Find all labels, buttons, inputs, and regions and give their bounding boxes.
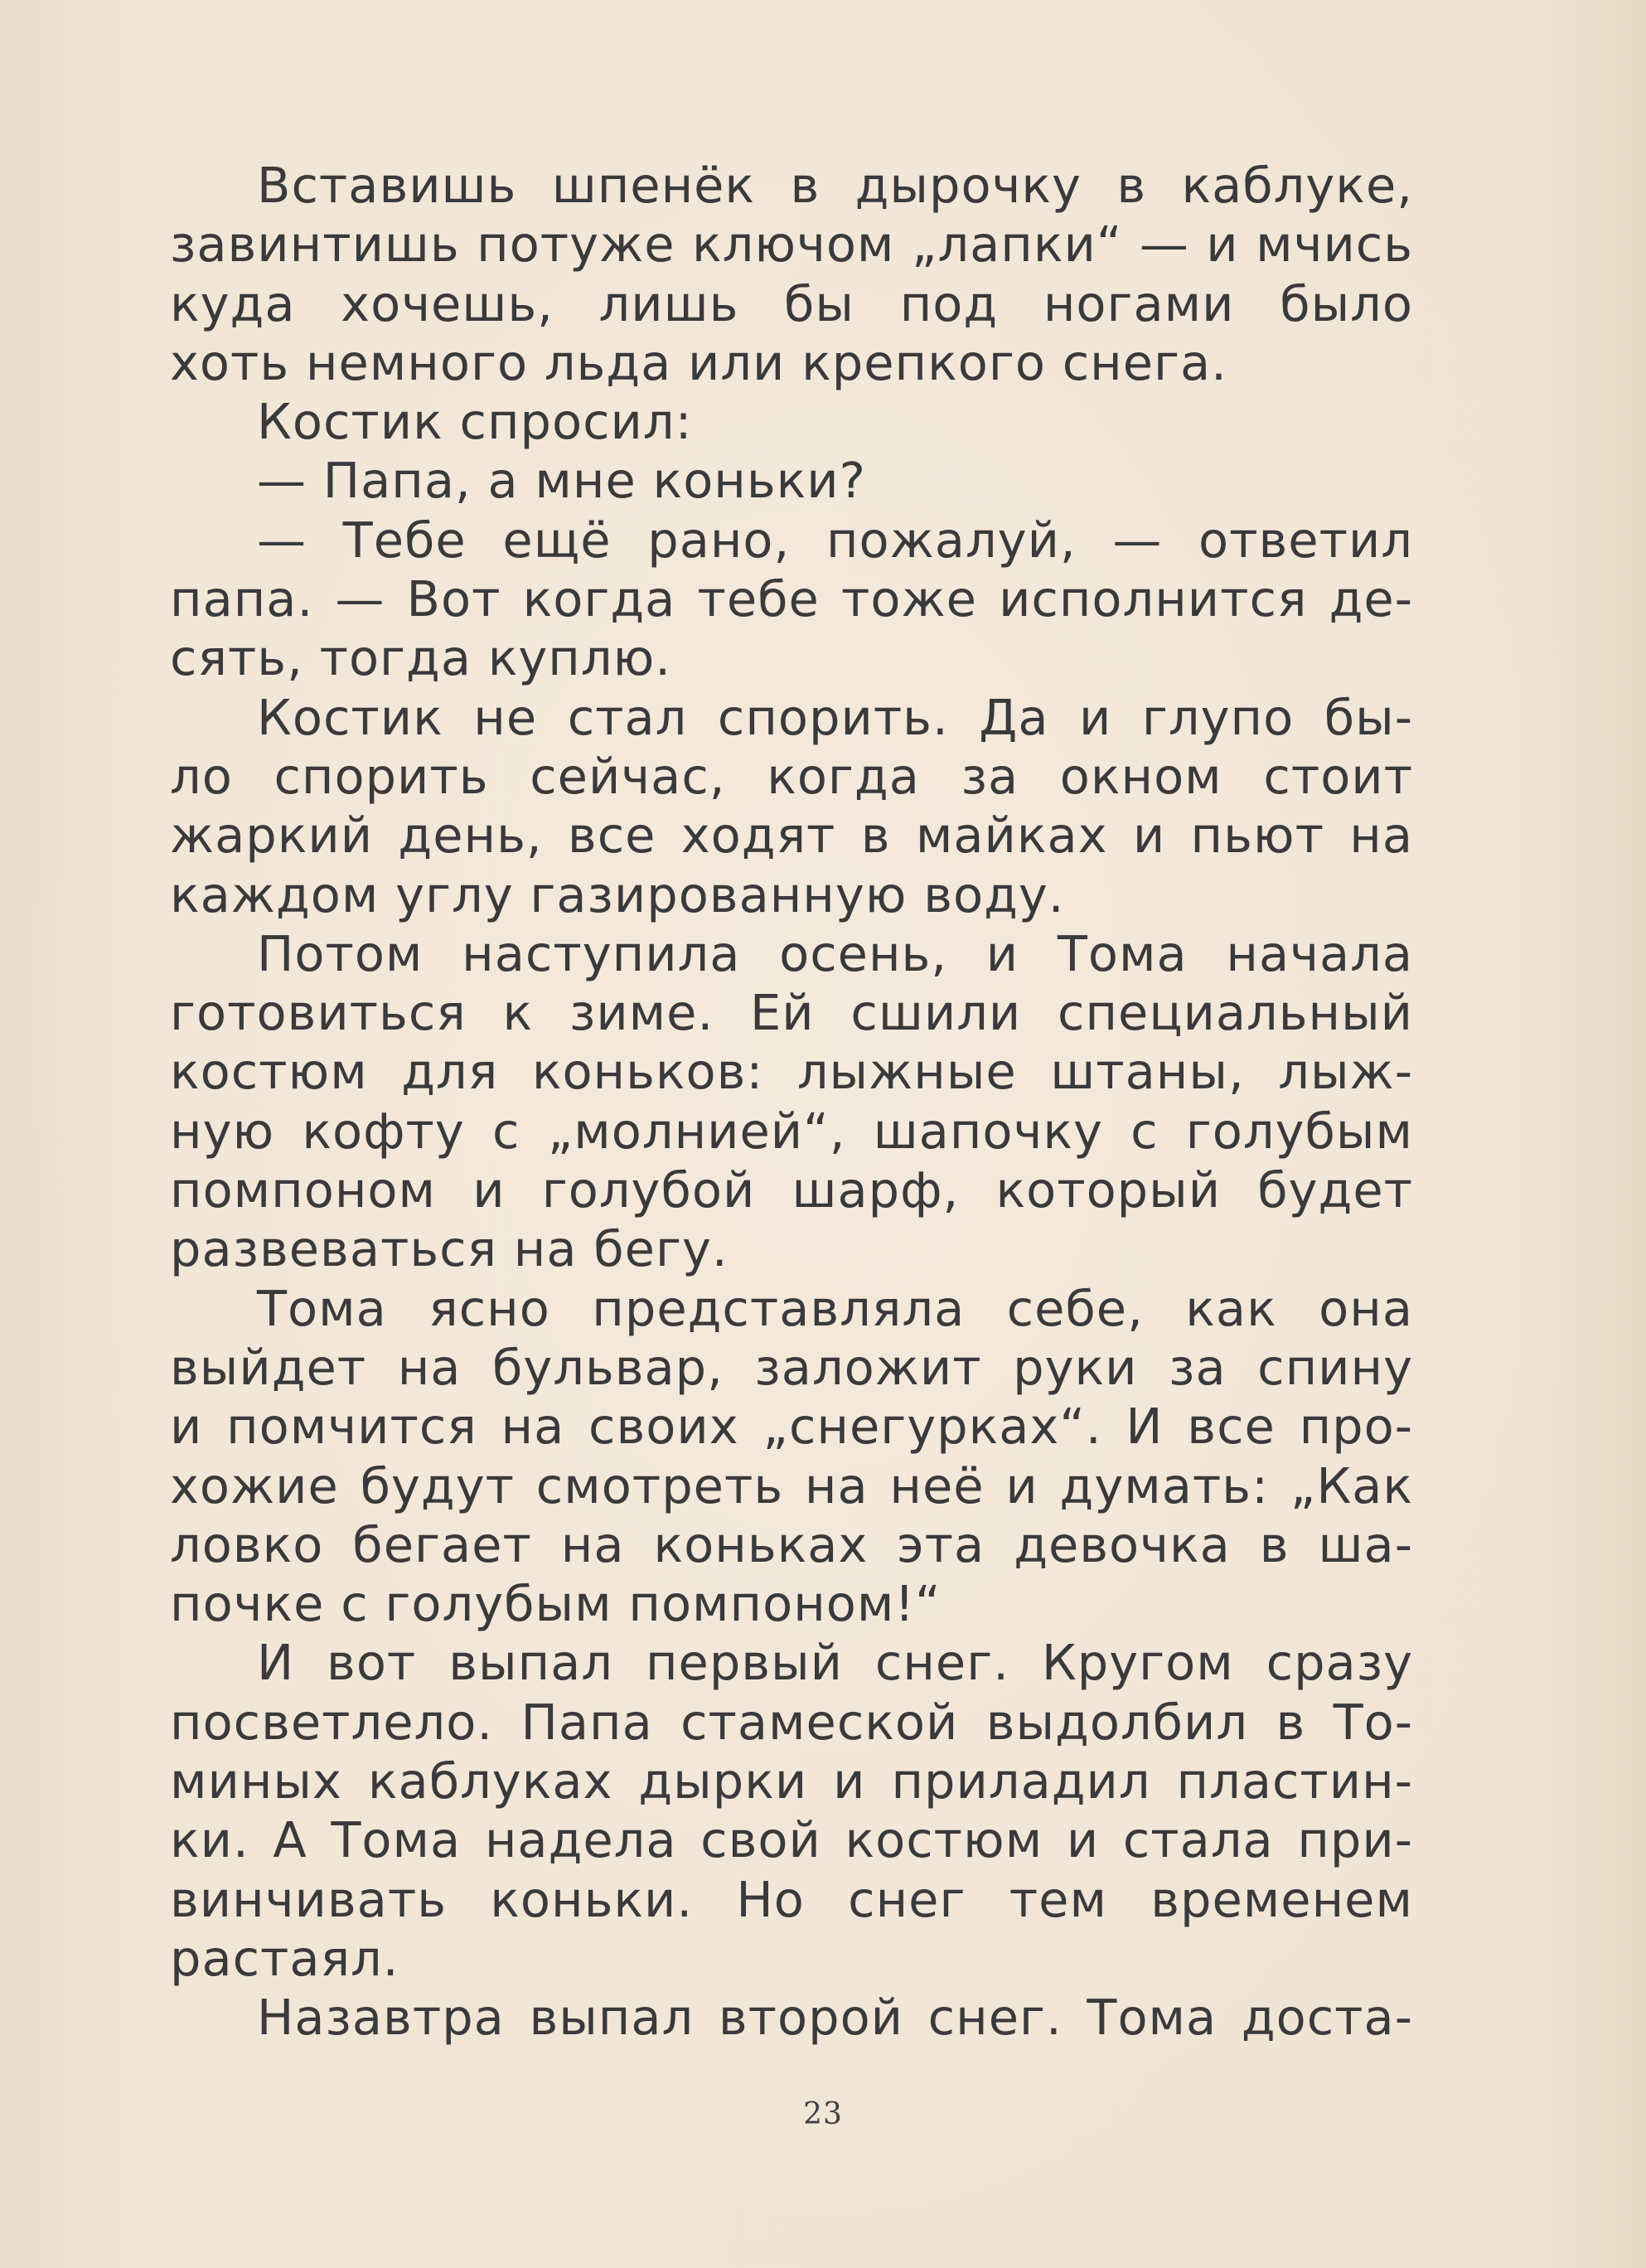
text-line: винчивать коньки. Но снег тем временем (170, 1870, 1413, 1928)
text-line: папа. — Вот когда тебе тоже исполнится де- (170, 570, 1413, 628)
text-line: посветлело. Папа стамеской выдолбил в То- (170, 1693, 1413, 1751)
text-line: ную кофту с „молнией“, шапочку с голубым (170, 1102, 1413, 1160)
text-line: Костик спросил: (257, 393, 693, 451)
page-number: 23 (803, 2097, 843, 2131)
text-line: растаял. (170, 1929, 399, 1987)
text-line: Назавтра выпал второй снег. Тома доста- (257, 1989, 1413, 2047)
text-line: завинтишь потуже ключом „лапки“ — и мчись (170, 216, 1413, 274)
text-line: Потом наступила осень, и Тома начала (257, 924, 1413, 982)
text-line: готовиться к зиме. Ей сшили специальный (170, 984, 1413, 1042)
text-line: почке с голубым помпоном!“ (170, 1575, 942, 1633)
text-line: помпоном и голубой шарф, который будет (170, 1161, 1413, 1219)
text-line: миных каблуках дырки и приладил пластин- (170, 1752, 1413, 1810)
text-line: костюм для коньков: лыжные штаны, лыж- (170, 1043, 1413, 1101)
text-line: ки. А Тома надела свой костюм и стала при- (170, 1811, 1413, 1869)
text-line: каждом углу газированную воду. (170, 865, 1065, 923)
text-line: развеваться на бегу. (170, 1220, 729, 1278)
body-text (170, 156, 1413, 2048)
text-line: хожие будут смотреть на неё и думать: „Как (170, 1456, 1413, 1514)
text-line: И вот выпал первый снег. Кругом сразу (257, 1634, 1413, 1692)
text-line: Вставишь шпенёк в дырочку в каблуке, (257, 157, 1413, 214)
text-line: ло спорить сейчас, когда за окном стоит (170, 747, 1413, 805)
text-line: Костик не стал спорить. Да и глупо бы- (257, 688, 1413, 746)
text-line: — Папа, а мне коньки? (257, 452, 866, 510)
text-line: ловко бегает на коньках эта девочка в ша- (170, 1515, 1413, 1573)
text-line: хоть немного льда или крепкого снега. (170, 333, 1227, 391)
text-line: и помчится на своих „снегурках“. И все про- (170, 1398, 1413, 1456)
text-line: Тома ясно представляла себе, как она (257, 1279, 1413, 1337)
text-line: — Тебе ещё рано, пожалуй, — ответил (257, 511, 1413, 569)
text-line: куда хочешь, лишь бы под ногами было (170, 274, 1413, 332)
text-line: сять, тогда куплю. (170, 629, 672, 687)
text-line: выйдет на бульвар, заложит руки за спину (170, 1338, 1413, 1396)
text-line: жаркий день, все ходят в майках и пьют на (170, 807, 1413, 865)
